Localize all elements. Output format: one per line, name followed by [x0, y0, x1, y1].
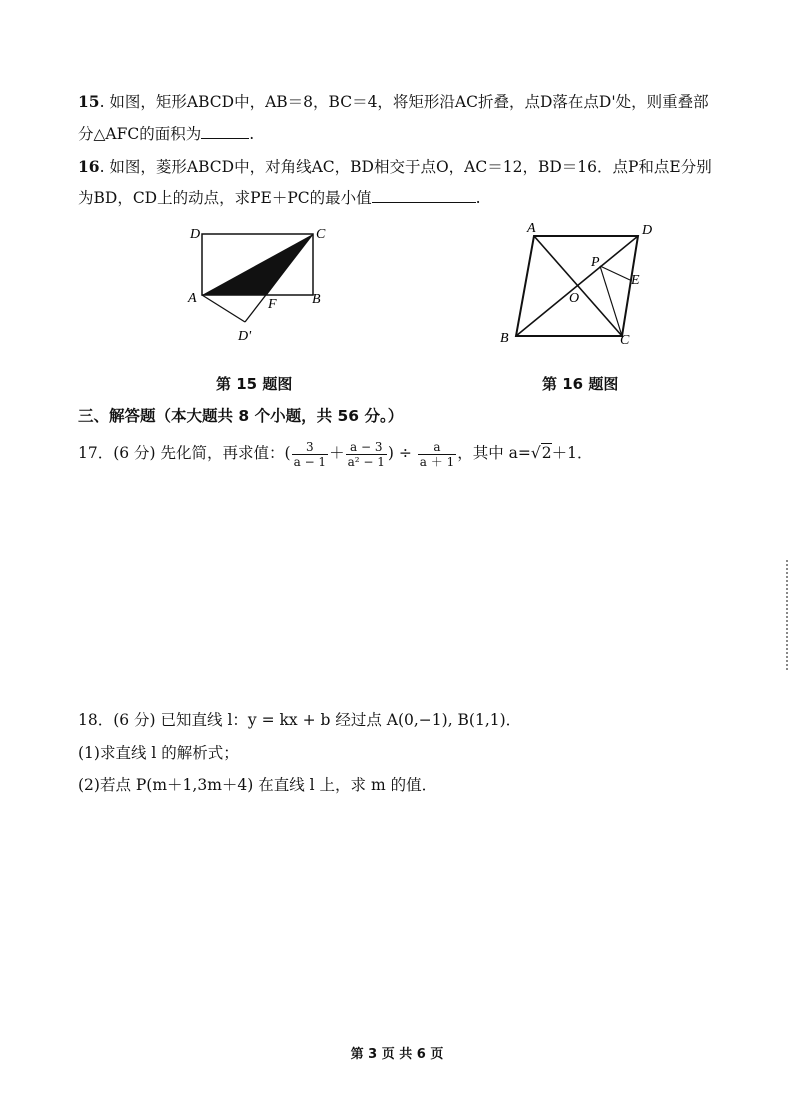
q17-sqrt-body: 2: [541, 444, 552, 462]
q18-line2: (1)求直线 l 的解析式；: [78, 744, 239, 762]
q17-fraction-1: $\frac{3}{a - 1}$: [293, 439, 327, 469]
q16-line2: [78, 188, 734, 208]
label-p: P: [591, 255, 600, 270]
q17-divide: ) ÷: [387, 444, 417, 462]
q17-condition: ，其中 a=: [457, 444, 531, 462]
page-footer: 第 3 页 共 6 页: [350, 1047, 444, 1062]
segment-pc: [600, 266, 622, 336]
q17-fraction-2: $\frac{a - 3}{\text{a² − 1}}$: [347, 439, 385, 469]
q17-prefix: 17．(6 分) 先化简，再求值：(: [78, 444, 291, 462]
segment-pe: [600, 266, 630, 280]
q15-end: .: [249, 125, 255, 143]
figure-16: [490, 212, 670, 352]
q15-answer-blank[interactable]: [201, 124, 249, 139]
label-b: B: [500, 331, 509, 346]
q17-plus: ＋: [329, 444, 345, 462]
label-f: F: [268, 297, 277, 312]
q16-answer-blank[interactable]: [372, 188, 476, 203]
section-title: 三、解答题（本大题共 8 个小题，共 56 分。）: [78, 407, 404, 425]
fig16-caption: 第 16 题图: [542, 375, 619, 393]
label-c: C: [316, 227, 326, 242]
binding-edge-marks: [784, 560, 788, 670]
q15-text-2: 分△AFC的面积为: [78, 125, 202, 143]
sqrt-symbol: √: [530, 444, 541, 462]
fig15-caption: 第 15 题图: [216, 375, 293, 393]
q16-text-2: 为BD，CD上的动点，求PE＋PC的最小值: [78, 189, 372, 207]
figure-15: [180, 220, 340, 350]
label-a: A: [188, 291, 197, 306]
q17-fraction-3: $\frac{a}{a + 1}$: [419, 439, 455, 469]
label-a: A: [527, 221, 536, 236]
q15-line1: [78, 92, 734, 112]
q18-line3: (2)若点 P(m＋1,3m＋4) 在直线 l 上，求 m 的值．: [78, 776, 438, 794]
label-e: E: [631, 273, 640, 288]
label-c: C: [620, 333, 630, 348]
q16-end: .: [475, 189, 481, 207]
label-o: O: [569, 291, 580, 306]
overlap-triangle-afc: [202, 234, 313, 295]
q15-line2: [78, 124, 734, 144]
label-d: D: [642, 223, 653, 238]
q17-line: [78, 438, 734, 469]
label-b: B: [312, 292, 321, 307]
label-d-prime: D': [238, 329, 252, 344]
q18-line1: 18．(6 分) 已知直线 l：y = kx + b 经过点 A(0,−1), B(1,1)．: [78, 711, 522, 729]
diagonal-bd: [516, 236, 638, 336]
q16-text: . 如图，菱形ABCD中，对角线AC，BD相交于点O，AC＝12，BD＝16．点P和点E分别: [99, 158, 712, 176]
q16-line1: [78, 157, 734, 177]
q17-condition-end: ＋1．: [551, 444, 593, 462]
q15-text: . 如图，矩形ABCD中，AB＝8，BC＝4，将矩形沿AC折叠，点D落在点D'处，则重叠部: [99, 93, 709, 111]
label-d: D: [190, 227, 201, 242]
q15-number: 15: [78, 92, 100, 111]
segment-ad-prime: [202, 295, 245, 322]
q16-number: 16: [78, 157, 100, 176]
